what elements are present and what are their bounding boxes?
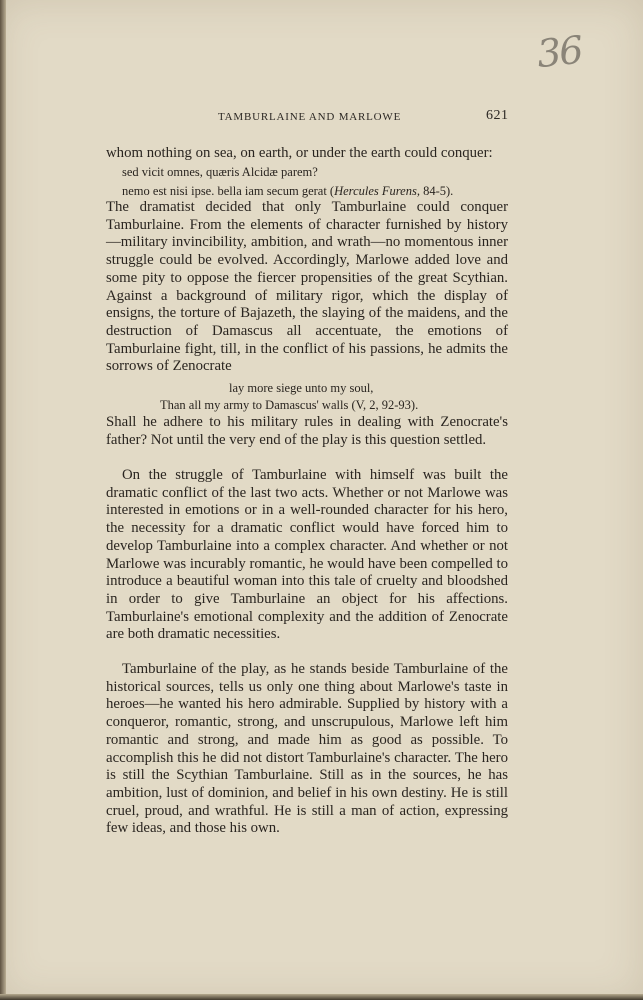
paragraph-1: The dramatist decided that only Tamburlaine could conquer Tamburlaine. From the elements of character furnished by history—military invincibility, ambition, and wrath—no momentous inner struggle could be evolved. Accordingly, Marlowe added love and some pity to oppose the fiercer propensities of the great Scythian. Against a background of military rigor, which the display of ensigns, the torture of Bajazeth, the slaying of the maidens, and the destruction of Damascus all accentuate, the emotions of Tamburlaine fight, till, in the conflict of his passions, he admits the sorrows of Zenocrate xyxy=(106,199,508,375)
latin-quote-line-1: sed vicit omnes, quæris Alcidæ parem? xyxy=(122,165,318,179)
latin-quote-reference: 84-5). xyxy=(419,184,454,198)
running-title: TAMBURLAINE AND MARLOWE xyxy=(218,111,402,123)
paragraph-4: Tamburlaine of the play, as he stands beside Tamburlaine of the historical sources, tells us only one thing about Marlowe's taste in heroes—he wanted his hero admirable. Supplied by history with a conqueror, romantic, strong, and unscrupulous, Marlowe left him romantic and strong, and made him as good as possible. To accomplish this he did not distort Tamburlaine's character. The hero is still the Scythian Tamburlaine. Still as in the sources, he has ambition, lust of dominion, and belief in his own destiny. He is still cruel, proud, and wrathful. He is still a man of action, expressing few ideas, and those his own. xyxy=(106,661,508,837)
handwritten-folio-number: 36 xyxy=(534,27,584,77)
verse-quote-line-1: lay more siege unto my soul, xyxy=(229,381,374,395)
latin-quote-line-2 xyxy=(122,183,453,199)
verse-quote-line-2: Than all my army to Damascus' walls (V, 2, 92-93). xyxy=(160,398,419,412)
intro-line: whom nothing on sea, on earth, or under the earth could conquer: xyxy=(106,145,493,161)
latin-quote-text: nemo est nisi ipse. bella iam secum gerat ( xyxy=(122,184,335,198)
paragraph-2: Shall he adhere to his military rules in dealing with Zenocrate's father? Not until the very end of the play is this question settled. xyxy=(106,414,508,448)
paragraph-3: On the struggle of Tamburlaine with himself was built the dramatic conflict of the last two acts. Whether or not Marlowe was interested in emotions or in a well-rounded character for his hero, the necessity for a dramatic conflict would have forced him to develop Tamburlaine into a complex character. And whether or not Marlowe was incurably romantic, he would have been compelled to introduce a beautiful woman into this tale of cruelty and bloodshed in order to give Tamburlaine an object for his affections. Tamburlaine's emotional complexity and the addition of Zenocrate are both dramatic necessities. xyxy=(106,467,508,643)
page-bottom-edge xyxy=(0,994,643,1000)
binding-edge xyxy=(0,0,6,1000)
page-number: 621 xyxy=(486,108,509,123)
latin-quote-source: Hercules Furens, xyxy=(334,184,420,198)
